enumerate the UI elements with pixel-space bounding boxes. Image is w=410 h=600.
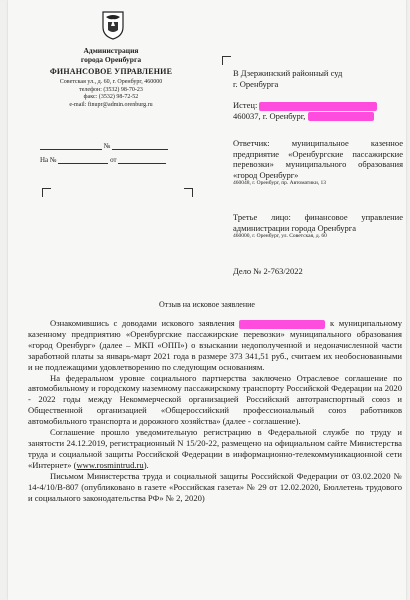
letterhead: [36, 46, 186, 109]
addressee-defendant: [233, 138, 403, 187]
letterhead-admin-line1: Администрация: [83, 46, 139, 55]
plaintiff-label: Истец:: [233, 100, 258, 110]
outgoing-number-line: [40, 142, 168, 150]
defendant-text: муниципальное казенное предприятие «Оренбургские пассажирские перевозки» муниципального образования «город Оренбург»: [233, 138, 403, 180]
corner-mark: [42, 188, 51, 197]
rosmintrud-link[interactable]: www.rosmintrud.ru: [76, 459, 144, 470]
corner-mark: [222, 56, 231, 65]
number-mark: №: [103, 142, 111, 150]
paragraph-1-start: Ознакомившись с доводами искового заявления: [50, 318, 235, 328]
court-name: В Дзержинский районный суд: [233, 68, 343, 78]
from-mark: от: [110, 156, 117, 164]
redacted-address: [308, 112, 374, 121]
paragraph-1-rest: к муниципальному казенному предприятию «Оренбургские пассажирские перевозки» муниципального образования «город Оренбург» (далее – МКП «ОПП») о взыскании недополученной и недоначисленной части заработной платы за январь-март 2021 года в размере 373 341,51 руб., считаем их необоснованными и не подлежащими удовлетворению по следующим основаниям.: [28, 318, 402, 372]
defendant-address: 460048, г. Оренбург, пр. Автоматики, 13: [233, 180, 327, 186]
plaintiff-address: 460037, г. Оренбург,: [233, 110, 306, 121]
letterhead-department: ФИНАНСОВОЕ УПРАВЛЕНИЕ: [49, 67, 173, 76]
letterhead-fax: факс: (3532) 98-72-52: [83, 94, 139, 101]
third-party-address: 460000, г. Оренбург, ул. Советская, д. 60: [233, 233, 327, 239]
addressee-plaintiff: [233, 100, 403, 121]
paragraph-3-text: Соглашение прошло уведомительную регистрацию в Федеральной службе по труду и занятости 24.12.2019, регистрационный N 15/20-22, размещено на официальном сайте Министерства труда и социальной защиты Российской Федерации в информационно-телекоммуникационной сети «Интернет» (: [28, 427, 402, 470]
letterhead-admin-line2: города Оренбурга: [80, 55, 142, 64]
letterhead-address: Советская ул., д. 60, г. Оренбург, 460000: [59, 79, 163, 85]
corner-mark: [184, 188, 193, 197]
addressee-third-party: [233, 212, 403, 240]
ref-mark: На №: [40, 156, 57, 164]
paragraph-2: На федеральном уровне социального партнерства заключено Отраслевое соглашение по автомобильному и городскому наземному пассажирскому транспорту Российской Федерации на 2020 - 2022 годы между Некоммерческой организацией Российский автотранспортный союз и Общественной организацией «Общероссийский профессиональный союз работников автомобильного транспорта и дорожного хозяйства» (далее - соглашение).: [28, 372, 402, 427]
redacted-plaintiff-name: [239, 320, 325, 329]
document-title: Отзыв на исковое заявление: [159, 300, 255, 309]
document-body: [28, 318, 402, 503]
third-party-text: финансовое управление администрации города Оренбурга: [233, 212, 403, 233]
paragraph-3: [28, 427, 402, 471]
letterhead-email: e-mail: finupr@admin.orenburg.ru: [69, 101, 153, 108]
addressee-court: [233, 68, 403, 89]
court-city: г. Оренбурга: [233, 78, 279, 89]
defendant-label: Ответчик:: [233, 138, 270, 148]
coat-of-arms-icon: [101, 10, 125, 40]
third-party-label: Третье лицо:: [233, 212, 291, 222]
reference-number-line: [40, 156, 166, 164]
document-page: [8, 0, 406, 600]
paragraph-1: [28, 318, 402, 373]
case-number: Дело № 2-763/2022: [233, 266, 303, 276]
letterhead-phone: телефон: (3532) 98-70-23: [79, 86, 143, 93]
redacted-name: [259, 102, 377, 111]
paragraph-4: Письмом Министерства труда и социальной защиты Российской Федерации от 03.02.2020 № 14-4/10/В-807 (опубликовано в газете «Российская газета» № 29 от 12.02.2020, Бюллетень трудового и социального законодательства РФ» № 2, 2020): [28, 470, 402, 503]
paragraph-3-end: ).: [143, 459, 149, 470]
